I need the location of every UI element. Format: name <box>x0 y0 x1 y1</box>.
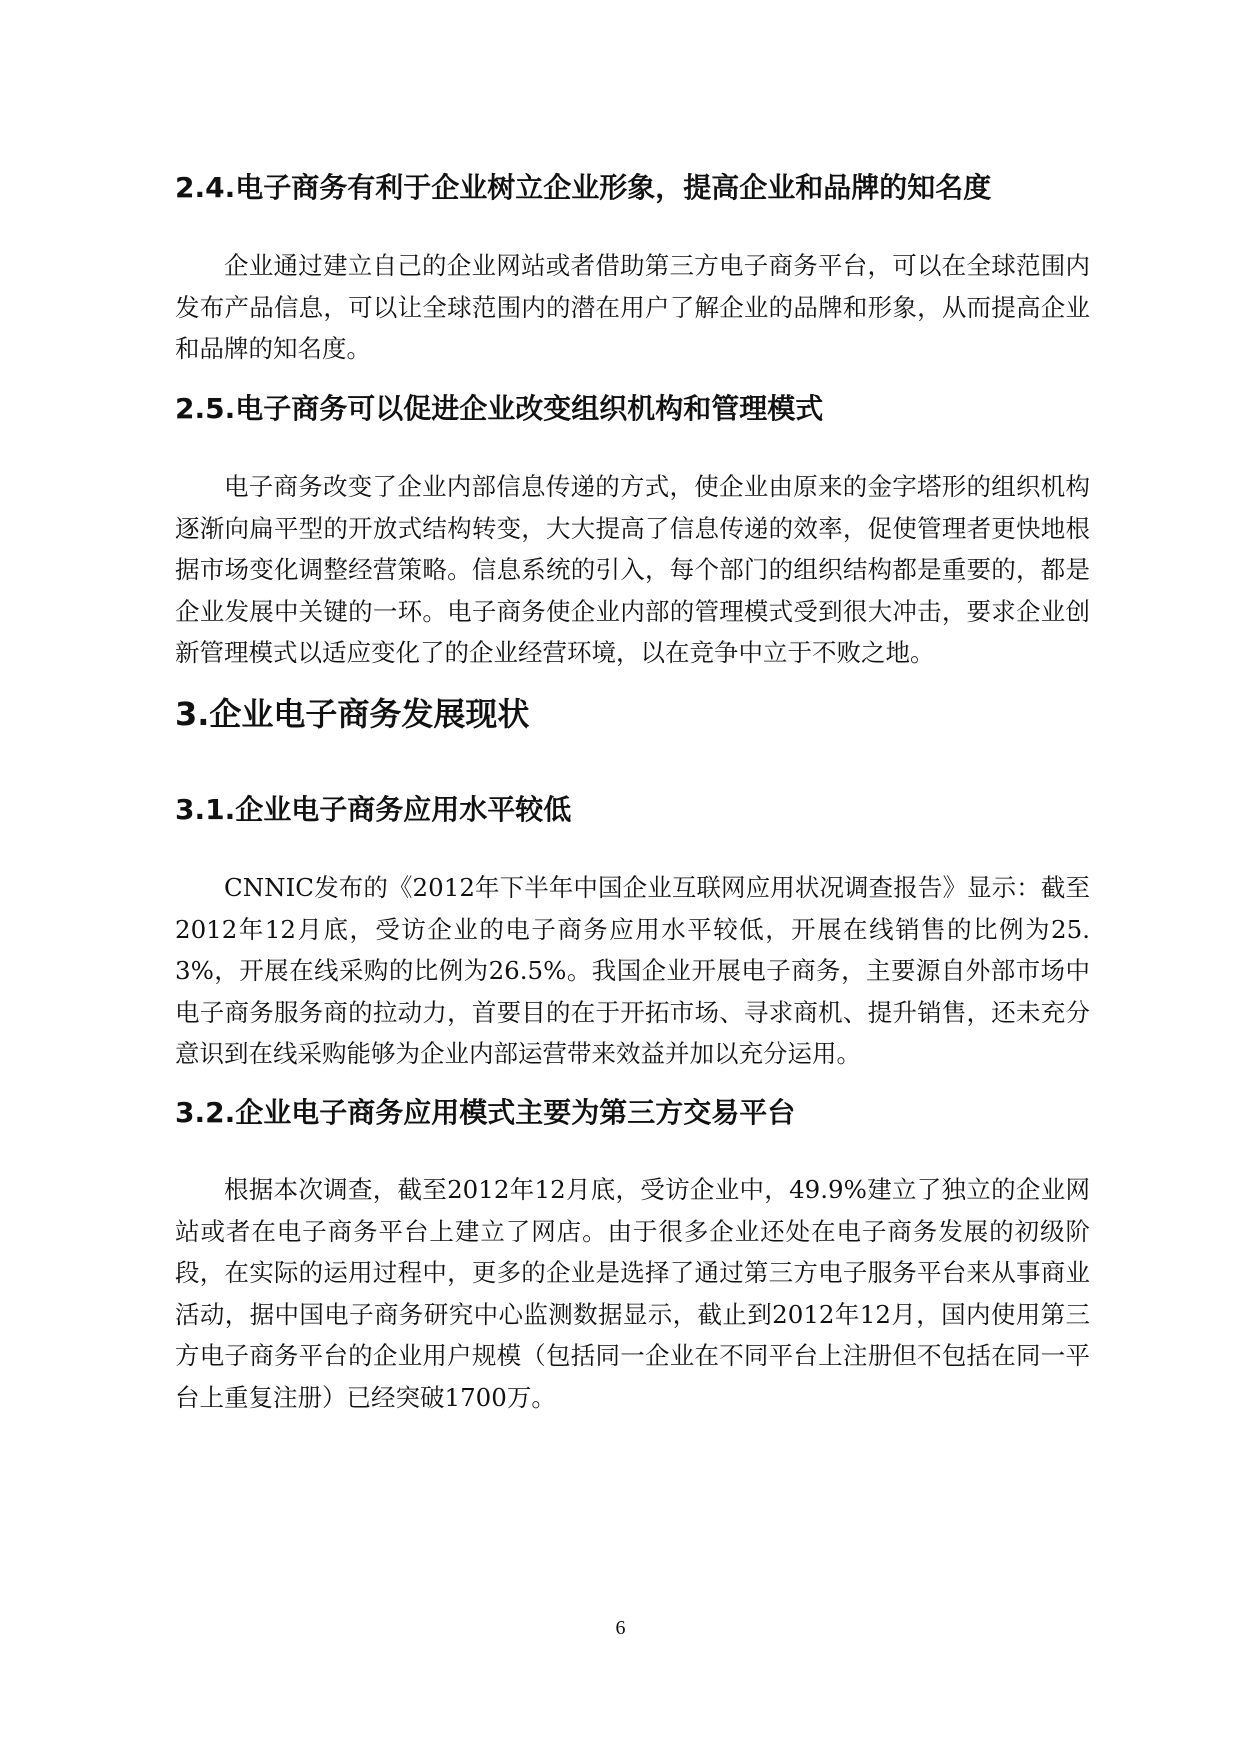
paragraph-3-2: 根据本次调查，截至2012年12月底，受访企业中，49.9%建立了独立的企业网站或者在电子商务平台上建立了网店。由于很多企业还处在电子商务发展的初级阶段，在实际的运用过程中，更多的企业是选择了通过第三方电子服务平台来从事商业活动，据中国电子商务研究中心监测数据显示，截止到2012年12月，国内使用第三方电子商务平台的企业用户规模（包括同一企业在不同平台上注册但不包括在同一平台上重复注册）已经突破1700万。 <box>175 1175 1090 1412</box>
heading-2-5: 2.5.电子商务可以促进企业改变组织机构和管理模式 <box>175 392 824 425</box>
page-number: 6 <box>615 1617 626 1639</box>
paragraph-2-5: 电子商务改变了企业内部信息传递的方式，使企业由原来的金字塔形的组织机构逐渐向扁平型的开放式结构转变，大大提高了信息传递的效率，促使管理者更快地根据市场变化调整经营策略。信息系统的引入，每个部门的组织结构都是重要的，都是企业发展中关键的一环。电子商务使企业内部的管理模式受到很大冲击，要求企业创新管理模式以适应变化了的企业经营环境，以在竞争中立于不败之地。 <box>175 472 1090 667</box>
heading-3-1: 3.1.企业电子商务应用水平较低 <box>175 793 572 826</box>
heading-3: 3.企业电子商务发展现状 <box>175 695 530 733</box>
paragraph-2-4: 企业通过建立自己的企业网站或者借助第三方电子商务平台，可以在全球范围内发布产品信息，可以让全球范围内的潜在用户了解企业的品牌和形象，从而提高企业和品牌的知名度。 <box>175 251 1090 363</box>
heading-3-2: 3.2.企业电子商务应用模式主要为第三方交易平台 <box>175 1096 796 1129</box>
paragraph-3-1: CNNIC发布的《2012年下半年中国企业互联网应用状况调查报告》显示：截至2012年12月底，受访企业的电子商务应用水平较低，开展在线销售的比例为25.3%，开展在线采购的比例为26.5%。我国企业开展电子商务，主要源自外部市场中电子商务服务商的拉动力，首要目的在于开拓市场、寻求商机、提升销售，还未充分意识到在线采购能够为企业内部运营带来效益并加以充分运用。 <box>175 873 1090 1068</box>
heading-2-4: 2.4.电子商务有利于企业树立企业形象，提高企业和品牌的知名度 <box>175 171 992 204</box>
